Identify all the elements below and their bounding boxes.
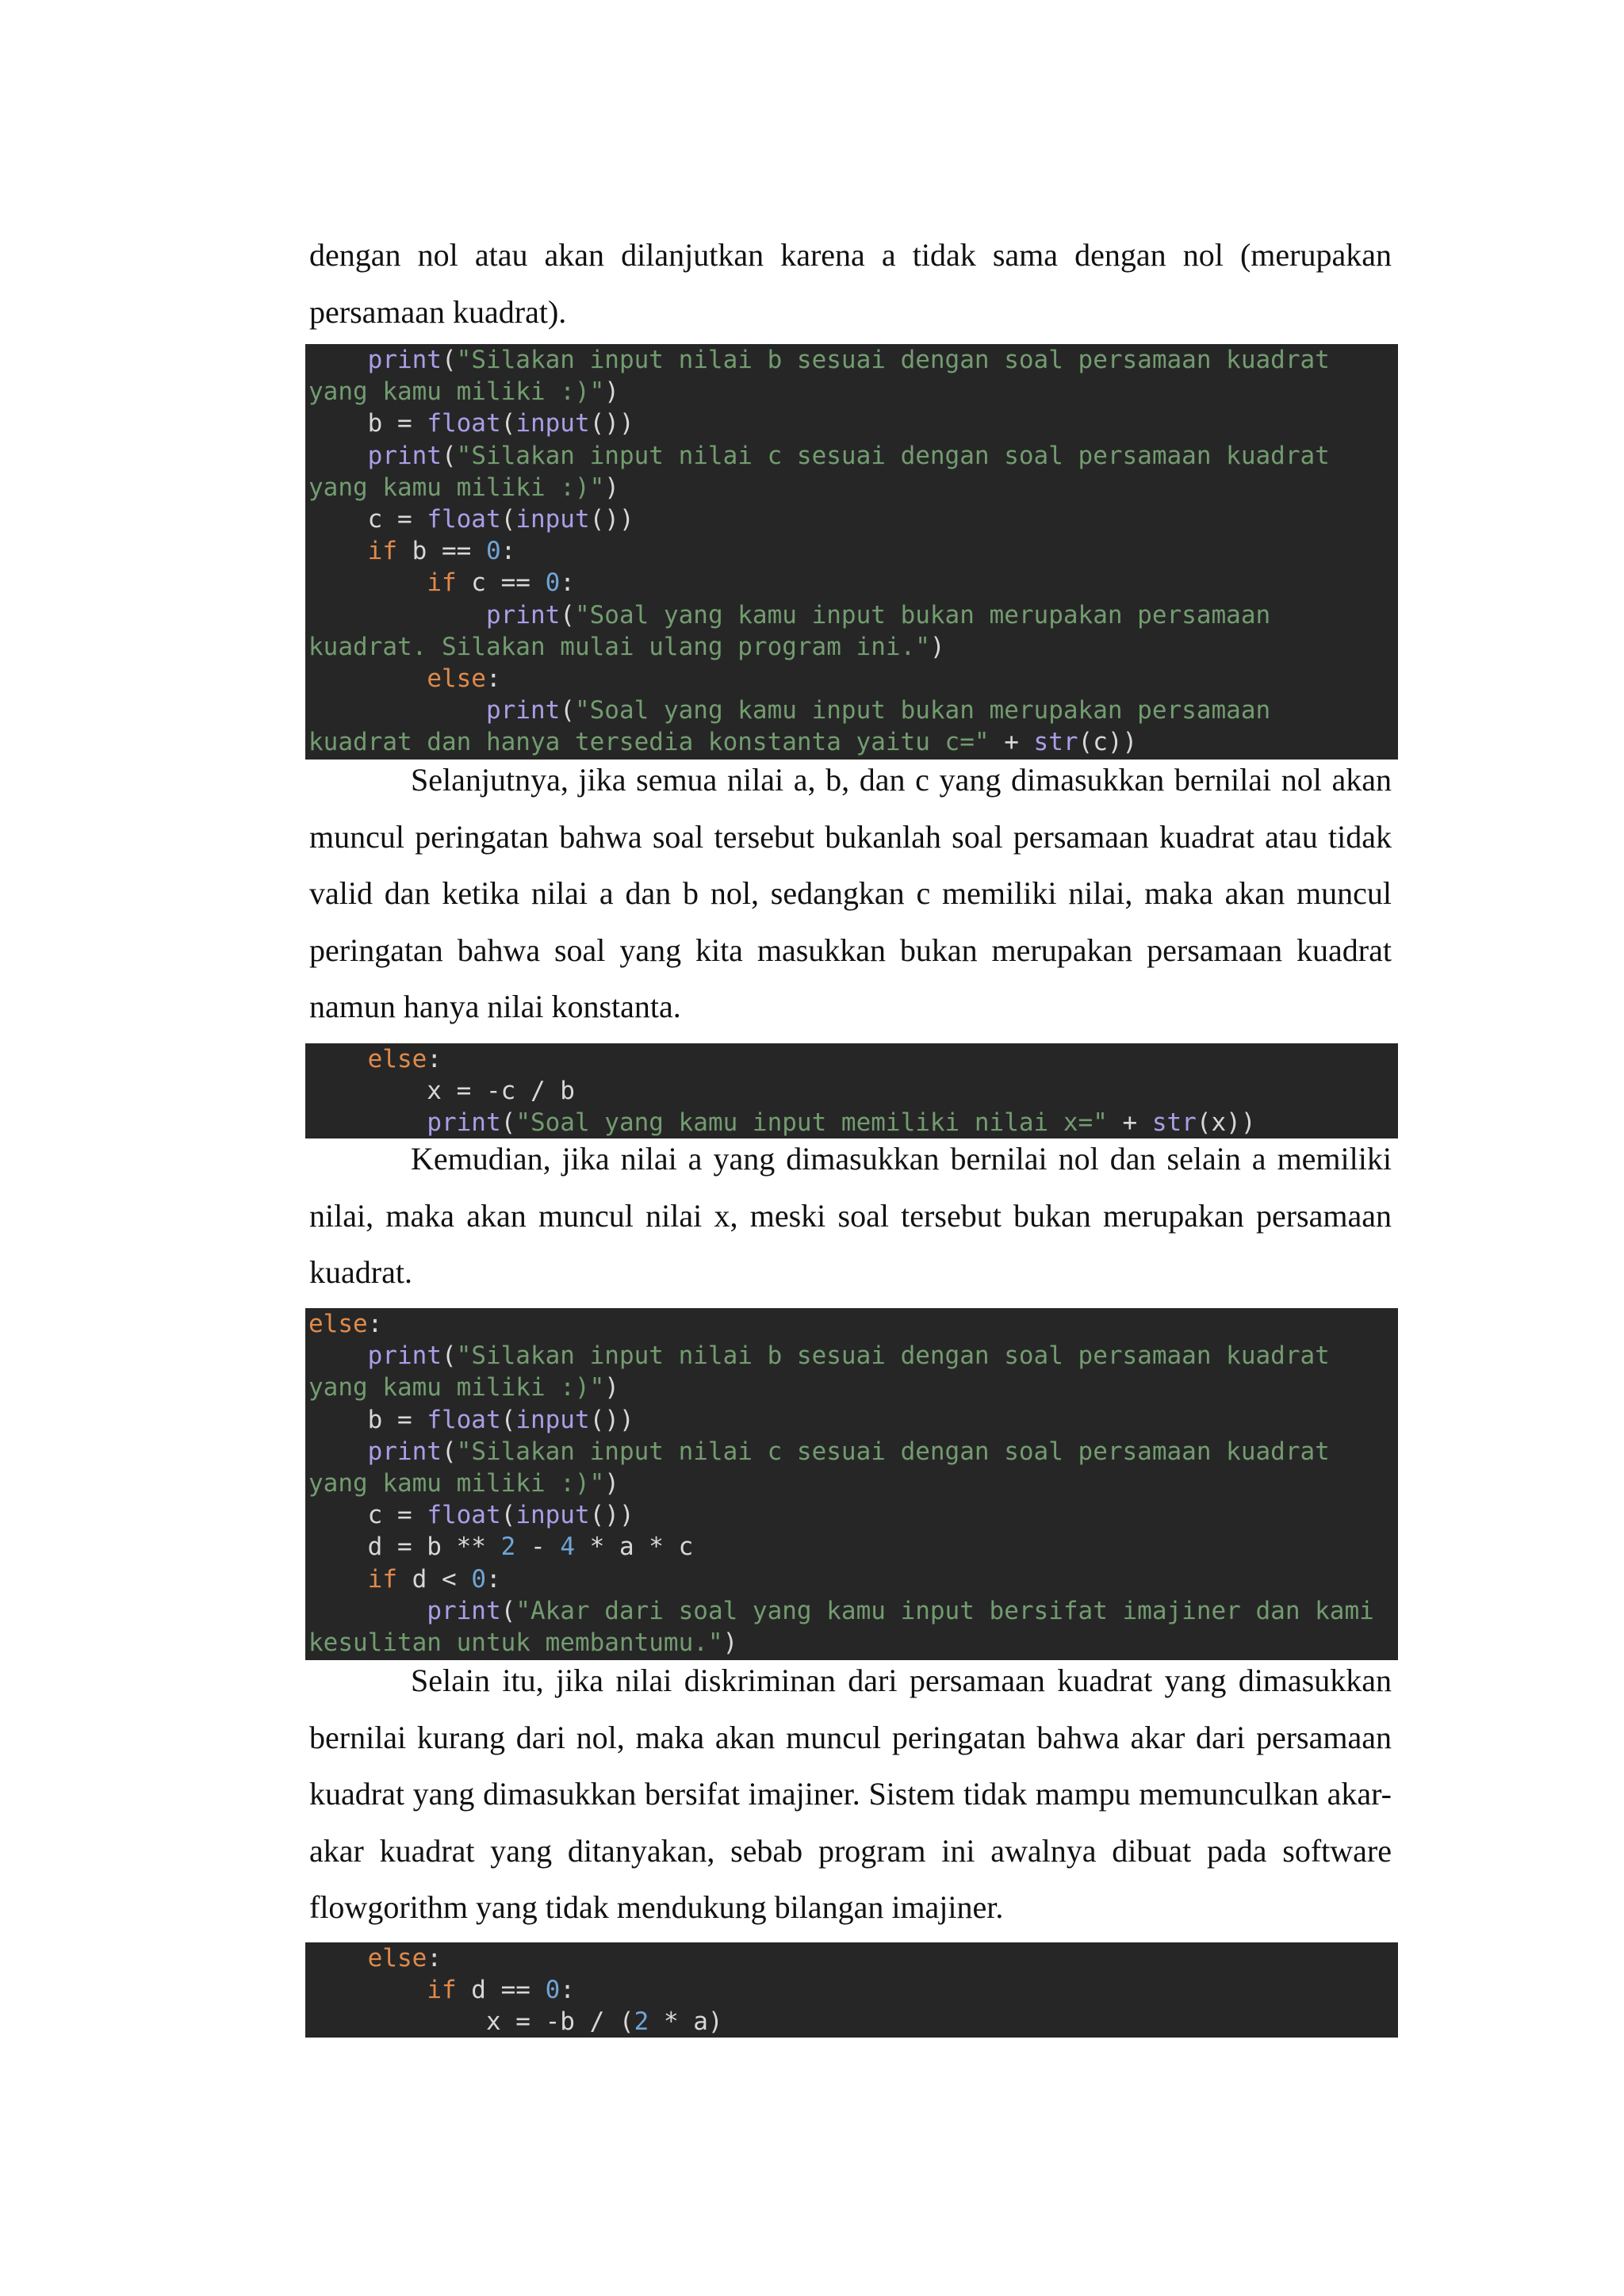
code-line (308, 1436, 1398, 1468)
code-token: ) (722, 1628, 738, 1657)
code-token: : (367, 1310, 383, 1338)
code-token: ) (604, 1373, 619, 1402)
code-line (308, 1531, 1398, 1563)
code-token (308, 664, 427, 693)
code-token: print (367, 346, 442, 374)
code-token: (c)) (1078, 728, 1138, 757)
code-token: ( (500, 504, 516, 534)
paragraph-selanjutnya: Selanjutnya, jika semua nilai a, b, dan c yang dimasukkan bernilai nol akan muncul peringatan bahwa soal tersebut bukanlah soal persamaan kuadrat atau tidak valid dan ketika nilai a dan b nol, sedangkan c memiliki nilai, maka akan muncul peringatan bahwa soal yang kita masukkan bukan merupakan persamaan kuadrat namun hanya nilai konstanta. (309, 762, 1392, 1024)
code-token: ( (560, 696, 575, 725)
code-token (308, 442, 368, 470)
code-line (308, 1308, 1398, 1340)
code-line (308, 1595, 1398, 1627)
code-line (308, 503, 1398, 535)
code-token: "Silakan input nilai b sesuai dengan soal persamaan kuadrat (456, 1341, 1330, 1371)
code-line (308, 1499, 1398, 1531)
code-token: print (485, 600, 561, 629)
code-token: 0 (545, 568, 561, 598)
code-line (308, 599, 1398, 631)
code-token: else (367, 1944, 427, 1973)
code-token (308, 1045, 368, 1073)
code-line (308, 567, 1398, 599)
code-token: if (427, 568, 457, 598)
code-token: ) (604, 377, 619, 407)
code-token: input (515, 1501, 590, 1530)
code-block-2 (305, 1043, 1398, 1138)
code-token: "Silakan input nilai b sesuai dengan soal persamaan kuadrat (456, 346, 1330, 374)
code-token: print (427, 1108, 501, 1138)
code-token (308, 1597, 427, 1625)
code-line (308, 1563, 1398, 1595)
code-token: d == (456, 1976, 546, 2005)
code-token: kesulitan untuk membantumu." (308, 1628, 723, 1657)
code-token: ( (500, 1405, 516, 1434)
code-token: yang kamu miliki :)" (308, 473, 605, 502)
code-line (308, 1340, 1398, 1372)
code-token: ()) (589, 1405, 634, 1434)
code-line (308, 376, 1398, 408)
code-line (308, 440, 1398, 472)
code-token: float (427, 1405, 501, 1434)
code-token (308, 1944, 368, 1973)
code-token: yang kamu miliki :)" (308, 377, 605, 407)
code-token (308, 1565, 368, 1594)
code-line (308, 408, 1398, 439)
code-token: print (367, 1341, 442, 1371)
code-token: b = (308, 1405, 427, 1434)
code-token: input (515, 1405, 590, 1434)
code-token: yang kamu miliki :)" (308, 1373, 605, 1402)
code-token: d < (396, 1564, 472, 1594)
code-line (308, 535, 1398, 567)
code-token: print (367, 441, 442, 470)
code-token: (x)) (1196, 1108, 1256, 1138)
code-token: ()) (589, 504, 634, 534)
code-token: kuadrat. Silakan mulai ulang program ini." (308, 632, 930, 661)
code-token: "Soal yang kamu input memiliki nilai x=" (515, 1108, 1108, 1138)
code-line (308, 695, 1398, 726)
code-token: if (427, 1976, 457, 2005)
code-token (308, 1976, 427, 2004)
code-token: ()) (589, 409, 634, 438)
code-token (308, 568, 427, 597)
paragraph-selain-itu: Selain itu, jika nilai diskriminan dari persamaan kuadrat yang dimasukkan bernilai kurang dari nol, maka akan muncul peringatan bahwa akar dari persamaan kuadrat yang dimasukkan bersifat imajiner. Sistem tidak mampu memunculkan akar-akar kuadrat yang ditanyakan, sebab program ini awalnya dibuat pada software flowgorithm yang tidak mendukung bilangan imajiner. (309, 1663, 1392, 1925)
code-line (308, 663, 1398, 695)
code-token: float (427, 1501, 501, 1530)
code-token: x = -c / b (308, 1077, 575, 1106)
code-token: str (1033, 728, 1078, 757)
code-token: print (485, 696, 561, 725)
code-token: x = -b / ( (308, 2007, 634, 2037)
code-line (308, 472, 1398, 503)
code-token: ( (441, 441, 457, 470)
code-token: if (367, 1564, 397, 1594)
code-token: * a) (649, 2007, 723, 2037)
code-token: 0 (545, 1976, 561, 2005)
code-line (308, 1075, 1398, 1107)
code-token: "Akar dari soal yang kamu input bersifat imajiner dan kami (515, 1596, 1374, 1625)
code-token: - (515, 1533, 561, 1562)
code-token (308, 601, 486, 629)
code-token: else (308, 1310, 368, 1338)
code-token: * a * c (574, 1533, 694, 1562)
code-token: c == (456, 568, 546, 598)
code-token: b == (396, 537, 486, 566)
code-token: ()) (589, 1501, 634, 1530)
code-token: if (367, 537, 397, 566)
code-token: b = (308, 409, 427, 438)
code-token: : (560, 1976, 575, 2005)
code-line (308, 631, 1398, 663)
code-token: print (427, 1596, 501, 1625)
code-token: 0 (471, 1564, 486, 1594)
code-token (308, 1341, 368, 1370)
code-line (308, 1043, 1398, 1075)
code-token: yang kamu miliki :)" (308, 1468, 605, 1498)
code-token: : (485, 664, 501, 693)
code-token: : (427, 1045, 442, 1073)
code-block-1 (305, 344, 1398, 760)
code-token: float (427, 409, 501, 438)
code-token: "Soal yang kamu input bukan merupakan persamaan (574, 600, 1271, 629)
code-token: : (500, 537, 516, 566)
code-token: ) (604, 473, 619, 502)
code-block-4 (305, 1942, 1398, 2038)
code-line (308, 344, 1398, 376)
code-token (308, 1437, 368, 1466)
code-token: : (427, 1944, 442, 1973)
code-token: 4 (560, 1533, 575, 1562)
code-token: ( (441, 346, 457, 374)
code-line (308, 1372, 1398, 1403)
code-token: kuadrat dan hanya tersedia konstanta yaitu c=" (308, 728, 990, 757)
code-token: ( (500, 1108, 516, 1138)
code-token: ( (441, 1341, 457, 1371)
code-token: + (989, 728, 1034, 757)
code-token: float (427, 504, 501, 534)
code-token: input (515, 409, 590, 438)
code-token (308, 346, 368, 374)
paragraph-intro: dengan nol atau akan dilanjutkan karena a tidak sama dengan nol (merupakan persamaan kuadrat). (309, 237, 1392, 330)
code-block-3 (305, 1308, 1398, 1660)
code-token: c = (308, 504, 427, 534)
code-token: 0 (485, 537, 501, 566)
paragraph-kemudian: Kemudian, jika nilai a yang dimasukkan bernilai nol dan selain a memiliki nilai, maka akan muncul nilai x, meski soal tersebut bukan merupakan persamaan kuadrat. (309, 1141, 1392, 1290)
code-line (308, 1404, 1398, 1436)
code-token: "Silakan input nilai c sesuai dengan soal persamaan kuadrat (456, 1437, 1330, 1466)
code-token: else (367, 1045, 427, 1073)
code-line (308, 1942, 1398, 1974)
code-token (308, 696, 486, 725)
code-token: "Silakan input nilai c sesuai dengan soal persamaan kuadrat (456, 441, 1330, 470)
code-token: print (367, 1437, 442, 1466)
code-token: str (1151, 1108, 1197, 1138)
code-token: ( (500, 1596, 516, 1625)
code-line (308, 1468, 1398, 1499)
code-token: ( (500, 409, 516, 438)
code-token: : (560, 568, 575, 598)
code-token: else (427, 664, 486, 693)
code-token: + (1107, 1108, 1152, 1138)
code-token: ( (441, 1437, 457, 1466)
code-token: d = b ** (308, 1533, 501, 1562)
code-line (308, 1974, 1398, 2006)
code-token (308, 537, 368, 565)
code-token: ( (500, 1501, 516, 1530)
code-token: 2 (634, 2007, 649, 2037)
code-token: : (485, 1564, 501, 1594)
code-line (308, 2006, 1398, 2038)
code-token: ( (560, 600, 575, 629)
code-token: ) (604, 1468, 619, 1498)
code-token: c = (308, 1501, 427, 1530)
code-token: input (515, 504, 590, 534)
code-token: ) (929, 632, 945, 661)
code-token: "Soal yang kamu input bukan merupakan persamaan (574, 696, 1271, 725)
code-token: 2 (500, 1533, 516, 1562)
